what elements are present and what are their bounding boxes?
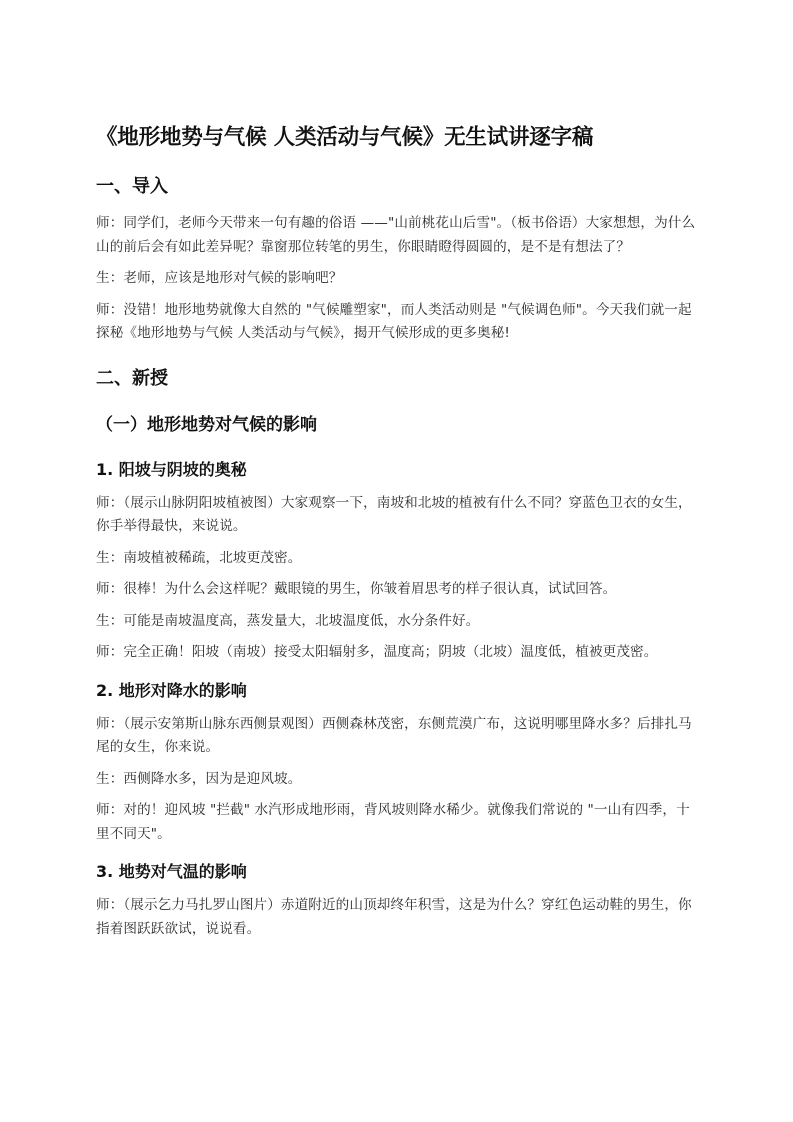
point-heading-2: 2. 地形对降水的影响 [96, 680, 247, 700]
paragraph: 师：（展示山脉阴阳坡植被图）大家观察一下，南坡和北坡的植被有什么不同？穿蓝色卫衣的女生，你手举得最快，来说说。 [96, 494, 692, 534]
section-heading-intro: 一、导入 [96, 176, 168, 197]
paragraph: 师：（展示安第斯山脉东西侧景观图）西侧森林茂密，东侧荒漠广布，这说明哪里降水多？后排扎马尾的女生，你来说。 [96, 715, 692, 755]
section-heading-new-lesson: 二、新授 [96, 367, 168, 389]
paragraph: 生：老师，应该是地形对气候的影响吧？ [96, 270, 343, 286]
point-heading-3: 3. 地势对气温的影响 [96, 862, 247, 881]
paragraph: 生：西侧降水多，因为是迎风坡。 [96, 770, 302, 787]
paragraph: 师：（展示乞力马扎罗山图片）赤道附近的山顶却终年积雪，这是为什么？穿红色运动鞋的男生，你指着图跃跃欲试，说说看。 [96, 897, 692, 937]
document-title: 《地形地势与气候 人类活动与气候》无生试讲逐字稿 [96, 125, 594, 150]
paragraph: 生：可能是南坡温度高，蒸发量大，北坡温度低，水分条件好。 [96, 612, 480, 629]
document-page [96, 122, 700, 941]
subsection-heading: （一）地形地势对气候的影响 [96, 414, 317, 435]
paragraph: 师：很棒！为什么会这样呢？戴眼镜的男生，你皱着眉思考的样子很认真，试试回答。 [96, 581, 617, 597]
paragraph: 师：完全正确！阳坡（南坡）接受太阳辐射多，温度高；阴坡（北坡）温度低，植被更茂密。 [96, 644, 658, 660]
paragraph: 师：同学们，老师今天带来一句有趣的俗语 ——"山前桃花山后雪"。（板书俗语）大家想想，为什么山的前后会有如此差异呢？靠窗那位转笔的男生，你眼睛瞪得圆圆的，是不是有想法了？ [96, 215, 696, 255]
paragraph: 师：对的！迎风坡 "拦截" 水汽形成地形雨，背风坡则降水稀少。就像我们常说的 "一山有四季，十里不同天"。 [96, 802, 690, 842]
paragraph: 生：南坡植被稀疏，北坡更茂密。 [96, 549, 302, 566]
paragraph: 师：没错！地形地势就像大自然的 "气候雕塑家"，而人类活动则是 "气候调色师"。今天我们就一起探秘《地形地势与气候 人类活动与气候》，揭开气候形成的更多奥秘! [96, 301, 692, 341]
point-heading-1: 1. 阳坡与阴坡的奥秘 [96, 459, 247, 479]
